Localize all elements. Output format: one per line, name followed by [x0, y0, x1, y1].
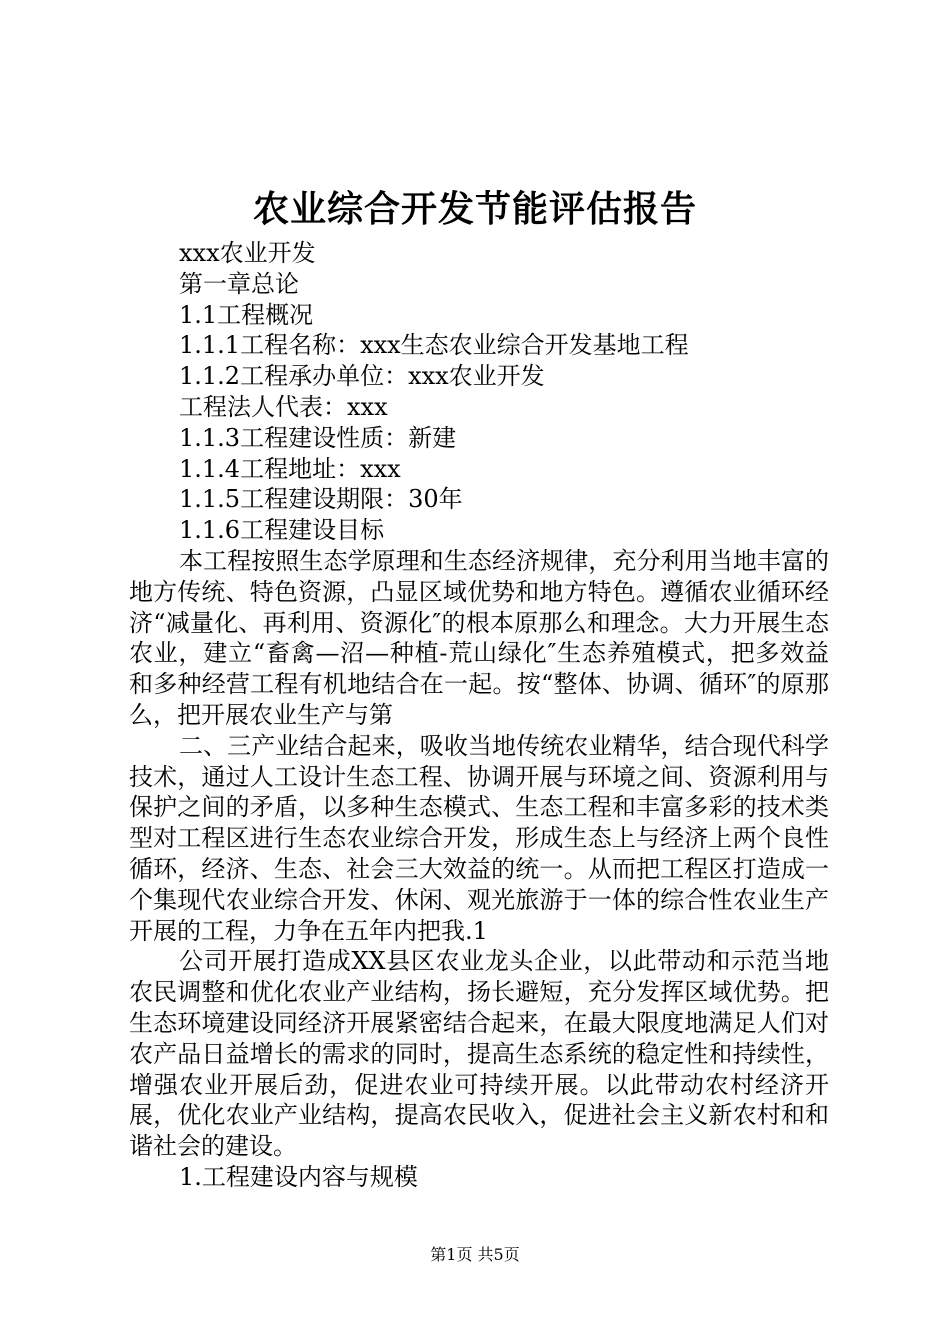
project-address-line: 1.1.4工程地址：xxx — [179, 454, 401, 483]
project-name-line: 1.1.1工程名称：xxx生态农业综合开发基地工程 — [179, 331, 689, 360]
company-line: xxx农业开发 — [179, 239, 316, 267]
body-paragraph: 二、三产业结合起来，吸收当地传统农业精华，结合现代科学技术，通过人工设计生态工程、协调开展与环境之间、资源利用与保护之间的矛盾，以多种生态模式、生态工程和丰富多彩的技术类型对工程区进行生态农业综合开发，形成生态上与经济上两个良性循环，经济、生态、社会三大效益的统一。从而把工程区打造成一个集现代农业综合开发、休闲、观光旅游于一体的综合性农业生产开展的工程，力争在五年内把我.1 — [129, 731, 829, 945]
body-paragraph: 本工程按照生态学原理和生态经济规律，充分利用当地丰富的地方传统、特色资源，凸显区域优势和地方特色。遵循农业循环经济“减量化、再利用、资源化″的根本原那么和理念。大力开展生态农业，建立“畜禽—沼—种植-荒山绿化″生态养殖模式，把多效益和多种经营工程有机地结合在一起。按“整体、协调、循环″的原那么，把开展农业生产与第 — [129, 546, 829, 729]
legal-representative-line: 工程法人代表：xxx — [179, 392, 388, 421]
subsection-heading: 1.工程建设内容与规模 — [179, 1162, 418, 1191]
project-undertaker-line: 1.1.2工程承办单位：xxx农业开发 — [179, 362, 545, 391]
construction-period-line: 1.1.5工程建设期限：30年 — [179, 485, 463, 514]
construction-nature-line: 1.1.3工程建设性质：新建 — [179, 423, 457, 452]
construction-goal-heading: 1.1.6工程建设目标 — [179, 516, 385, 545]
chapter-heading: 第一章总论 — [179, 269, 299, 298]
section-heading: 1.1工程概况 — [179, 300, 314, 329]
document-body — [129, 238, 829, 1193]
body-paragraph: 公司开展打造成XX县区农业龙头企业，以此带动和示范当地农民调整和优化农业产业结构，扬长避短，充分发挥区域优势。把生态环境建设同经济开展紧密结合起来，在最大限度地满足人们对农产品日益增长的需求的同时，提高生态系统的稳定性和持续性，增强农业开展后劲，促进农业可持续开展。以此带动农村经济开展，优化农业产业结构，提高农民收入，促进社会主义新农村和和谐社会的建设。 — [129, 947, 829, 1161]
document-title: 农业综合开发节能评估报告 — [252, 188, 697, 230]
page-footer: 第1页 共5页 — [430, 1245, 520, 1264]
